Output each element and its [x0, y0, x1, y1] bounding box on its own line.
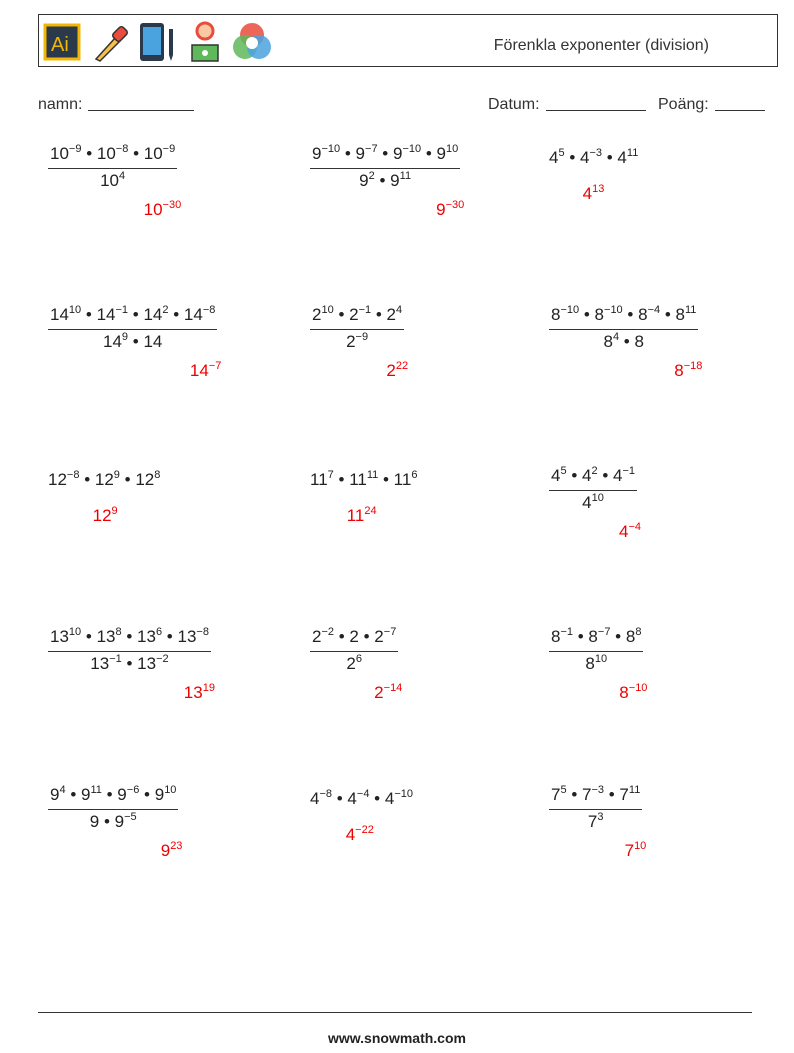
- fraction: [310, 627, 398, 674]
- answer-power: $9^{23}$: [160, 840, 183, 860]
- denominator-term: $8^{10}$: [585, 653, 608, 673]
- expression-term: $11^6$: [393, 469, 418, 489]
- fraction: [310, 305, 404, 352]
- numerator-term: $2^{10}$: [312, 304, 334, 324]
- denominator-term: $9^2$: [359, 170, 375, 190]
- numerator-term: $8^{-10}$: [594, 304, 623, 324]
- answer-power: $2^{-14}$: [374, 682, 403, 702]
- icon-strip: [43, 19, 273, 63]
- expression: $4^5$ • $4^{-3}$ • $4^{11}$: [549, 147, 639, 167]
- numerator-term: $4^{-1}$: [613, 465, 636, 485]
- date-blank[interactable]: [546, 94, 646, 111]
- answer-power: $14^{-7}$: [189, 360, 222, 380]
- answer: [386, 361, 408, 381]
- denominator: [48, 169, 177, 191]
- problem-6: [549, 305, 698, 352]
- problem-3: [549, 144, 638, 168]
- expression-term: $4^{-4}$: [347, 788, 370, 808]
- answer-power: $7^{10}$: [624, 840, 647, 860]
- fraction: [549, 627, 643, 674]
- numerator-term: $9^{-10}$: [392, 143, 422, 163]
- denominator: [310, 652, 398, 674]
- expression-term: $4^5$: [549, 147, 565, 167]
- numerator-term: $14^2$: [143, 304, 169, 324]
- numerator: $14^{10}$ • $14^{-1}$ • $14^2$ • $14^{-8}$: [48, 305, 217, 330]
- problem-13: [48, 785, 178, 832]
- worksheet-header: [38, 14, 778, 67]
- denominator: [549, 491, 637, 513]
- answer: [346, 825, 374, 845]
- numerator-term: $13^{10}$: [50, 626, 82, 646]
- numerator-term: $10^{-8}$: [96, 143, 129, 163]
- answer-power: $10^{-30}$: [143, 199, 182, 219]
- numerator-term: $14^{-1}$: [96, 304, 129, 324]
- denominator-term: 14: [143, 332, 163, 351]
- numerator: $10^{-9}$ • $10^{-8}$ • $10^{-9}$: [48, 144, 177, 169]
- answer: [184, 683, 215, 703]
- date-label: Datum:: [488, 96, 540, 113]
- numerator-term: $8^{-7}$: [588, 626, 611, 646]
- answer: [347, 506, 377, 526]
- expression-term: $12^8$: [135, 469, 161, 489]
- name-label: namn:: [38, 96, 83, 113]
- answer-power: $11^{24}$: [346, 505, 377, 525]
- denominator-term: $4^{10}$: [582, 492, 604, 512]
- denominator-term: 8: [634, 332, 644, 351]
- numerator-term: $13^8$: [96, 626, 122, 646]
- problem-14: [310, 785, 413, 809]
- numerator-term: $9^{-6}$: [117, 784, 140, 804]
- answer: [93, 506, 118, 526]
- answer-power: $4^{-22}$: [345, 824, 374, 844]
- expression: $11^7$ • $11^{11}$ • $11^6$: [310, 469, 418, 489]
- denominator: $14^9$ • 14: [103, 331, 163, 351]
- problem-1: [48, 144, 177, 191]
- problem-9: [549, 466, 637, 513]
- problem-5: [310, 305, 404, 352]
- numerator-term: $8^{-4}$: [638, 304, 661, 324]
- expression-term: $12^{-8}$: [48, 469, 80, 489]
- numerator-term: $2^4$: [386, 304, 403, 324]
- tablet-pen-icon: [137, 19, 179, 63]
- fraction: [549, 785, 642, 832]
- answer: [436, 200, 464, 220]
- numerator: $9^{-10}$ • $9^{-7}$ • $9^{-10}$ • $9^{10}$: [310, 144, 460, 169]
- numerator: $7^5$ • $7^{-3}$ • $7^{11}$: [549, 785, 642, 810]
- answer-power: $13^{19}$: [183, 682, 215, 702]
- denominator: [549, 810, 642, 832]
- denominator-term: $14^9$: [103, 331, 129, 351]
- problem-12: [549, 627, 643, 674]
- numerator: $2^{-2}$ • 2 • $2^{-7}$: [310, 627, 398, 652]
- date-field: [488, 94, 646, 114]
- eyedropper-icon: [90, 19, 132, 63]
- ai-app-icon: [43, 19, 85, 63]
- expression-term: $4^{-8}$: [310, 788, 333, 808]
- problem-15: [549, 785, 642, 832]
- denominator-term: $9^{11}$: [390, 170, 412, 190]
- expression: $12^{-8}$ • $12^9$ • $12^8$: [48, 469, 161, 489]
- answer: [625, 841, 647, 861]
- numerator-term: $9^4$: [50, 784, 66, 804]
- answer: [619, 522, 641, 542]
- answer: [674, 361, 702, 381]
- denominator-term: $10^4$: [100, 170, 126, 190]
- expression-term: $4^{-3}$: [580, 147, 603, 167]
- fraction: [48, 305, 217, 352]
- problem-8: [310, 466, 417, 490]
- numerator-term: $2^{-7}$: [374, 626, 397, 646]
- fraction: [48, 785, 178, 832]
- numerator-term: $13^6$: [137, 626, 163, 646]
- fraction: [549, 305, 698, 352]
- answer-power: $4^{-4}$: [619, 521, 642, 541]
- denominator-term: $7^3$: [587, 811, 604, 831]
- color-wheel-icon: [231, 19, 273, 63]
- problem-4: [48, 305, 217, 352]
- score-label: Poäng:: [658, 96, 709, 113]
- numerator-term: $9^{-7}$: [355, 143, 378, 163]
- denominator: $8^4$ • 8: [603, 331, 644, 351]
- numerator-term: $4^2$: [582, 465, 598, 485]
- denominator: [310, 330, 404, 352]
- numerator-term: $10^{-9}$: [50, 143, 82, 163]
- numerator-term: $8^{-10}$: [551, 304, 580, 324]
- numerator-term: $9^{11}$: [81, 784, 102, 804]
- problem-7: [48, 466, 160, 490]
- numerator-term: $2^{-1}$: [349, 304, 372, 324]
- score-blank[interactable]: [715, 94, 765, 111]
- answer-power: $4^{13}$: [582, 183, 605, 203]
- name-blank[interactable]: [88, 94, 194, 111]
- name-field: [38, 94, 194, 114]
- numerator-term: $13^{-8}$: [177, 626, 209, 646]
- expression-term: $4^{-10}$: [384, 788, 413, 808]
- answer-power: $12^9$: [92, 505, 118, 525]
- expression-term: $11^{11}$: [349, 469, 379, 489]
- fraction: [310, 144, 460, 191]
- numerator: $8^{-1}$ • $8^{-7}$ • $8^8$: [549, 627, 643, 652]
- numerator-term: $14^{-8}$: [183, 304, 216, 324]
- answer: [190, 361, 221, 381]
- answer-power: $9^{-30}$: [436, 199, 465, 219]
- numerator-term: $8^{-1}$: [551, 626, 574, 646]
- denominator-term: $9^{-5}$: [114, 811, 137, 831]
- numerator-term: $8^8$: [625, 626, 642, 646]
- numerator-term: $7^{-3}$: [582, 784, 605, 804]
- numerator: $4^5$ • $4^2$ • $4^{-1}$: [549, 466, 637, 491]
- denominator-term: $2^6$: [346, 653, 362, 673]
- answer: [144, 200, 182, 220]
- answer: [374, 683, 402, 703]
- problem-11: [310, 627, 398, 674]
- worksheet-title: Förenkla exponenter (division): [493, 37, 709, 54]
- denominator-term: $2^{-9}$: [346, 331, 369, 351]
- numerator-term: $9^{10}$: [154, 784, 177, 804]
- problem-2: [310, 144, 460, 191]
- fraction: [48, 627, 211, 674]
- teacher-icon: [184, 19, 226, 63]
- answer: [619, 683, 647, 703]
- fraction: [549, 466, 637, 513]
- numerator-term: $10^{-9}$: [143, 143, 176, 163]
- denominator: $13^{-1}$ • $13^{-2}$: [90, 653, 169, 673]
- numerator-term: $9^{-10}$: [312, 143, 341, 163]
- numerator-term: 2: [349, 627, 359, 646]
- numerator: $13^{10}$ • $13^8$ • $13^6$ • $13^{-8}$: [48, 627, 211, 652]
- problem-10: [48, 627, 211, 674]
- footer-divider: [38, 1012, 752, 1013]
- numerator: $2^{10}$ • $2^{-1}$ • $2^4$: [310, 305, 404, 330]
- numerator-term: $14^{10}$: [50, 304, 82, 324]
- answer: [161, 841, 183, 861]
- numerator-term: $8^{11}$: [675, 304, 697, 324]
- numerator: $8^{-10}$ • $8^{-10}$ • $8^{-4}$ • $8^{11}$: [549, 305, 698, 330]
- svg-text:Ai: Ai: [51, 34, 69, 56]
- answer-power: $8^{-18}$: [674, 360, 703, 380]
- expression-term: $12^9$: [94, 469, 120, 489]
- footer-url: www.snowmath.com: [328, 1030, 466, 1046]
- answer-power: $2^{22}$: [386, 360, 409, 380]
- score-field: [658, 94, 765, 114]
- answer-power: $8^{-10}$: [619, 682, 648, 702]
- denominator-term: $8^4$: [603, 331, 620, 351]
- denominator: $9^2$ • $9^{11}$: [359, 170, 412, 190]
- denominator: 9 • $9^{-5}$: [89, 811, 137, 831]
- denominator: [549, 652, 643, 674]
- expression: $4^{-8}$ • $4^{-4}$ • $4^{-10}$: [310, 788, 413, 808]
- numerator-term: $4^5$: [551, 465, 567, 485]
- numerator-term: $7^5$: [551, 784, 567, 804]
- denominator-term: $13^{-1}$: [90, 653, 122, 673]
- expression-term: $11^7$: [310, 469, 334, 489]
- numerator-term: $7^{11}$: [619, 784, 641, 804]
- answer: [583, 184, 605, 204]
- numerator: $9^4$ • $9^{11}$ • $9^{-6}$ • $9^{10}$: [48, 785, 178, 810]
- denominator-term: $13^{-2}$: [137, 653, 169, 673]
- numerator-term: $2^{-2}$: [312, 626, 335, 646]
- fraction: [48, 144, 177, 191]
- denominator-term: 9: [89, 812, 100, 831]
- expression-term: $4^{11}$: [617, 147, 639, 167]
- numerator-term: $9^{10}$: [436, 143, 459, 163]
